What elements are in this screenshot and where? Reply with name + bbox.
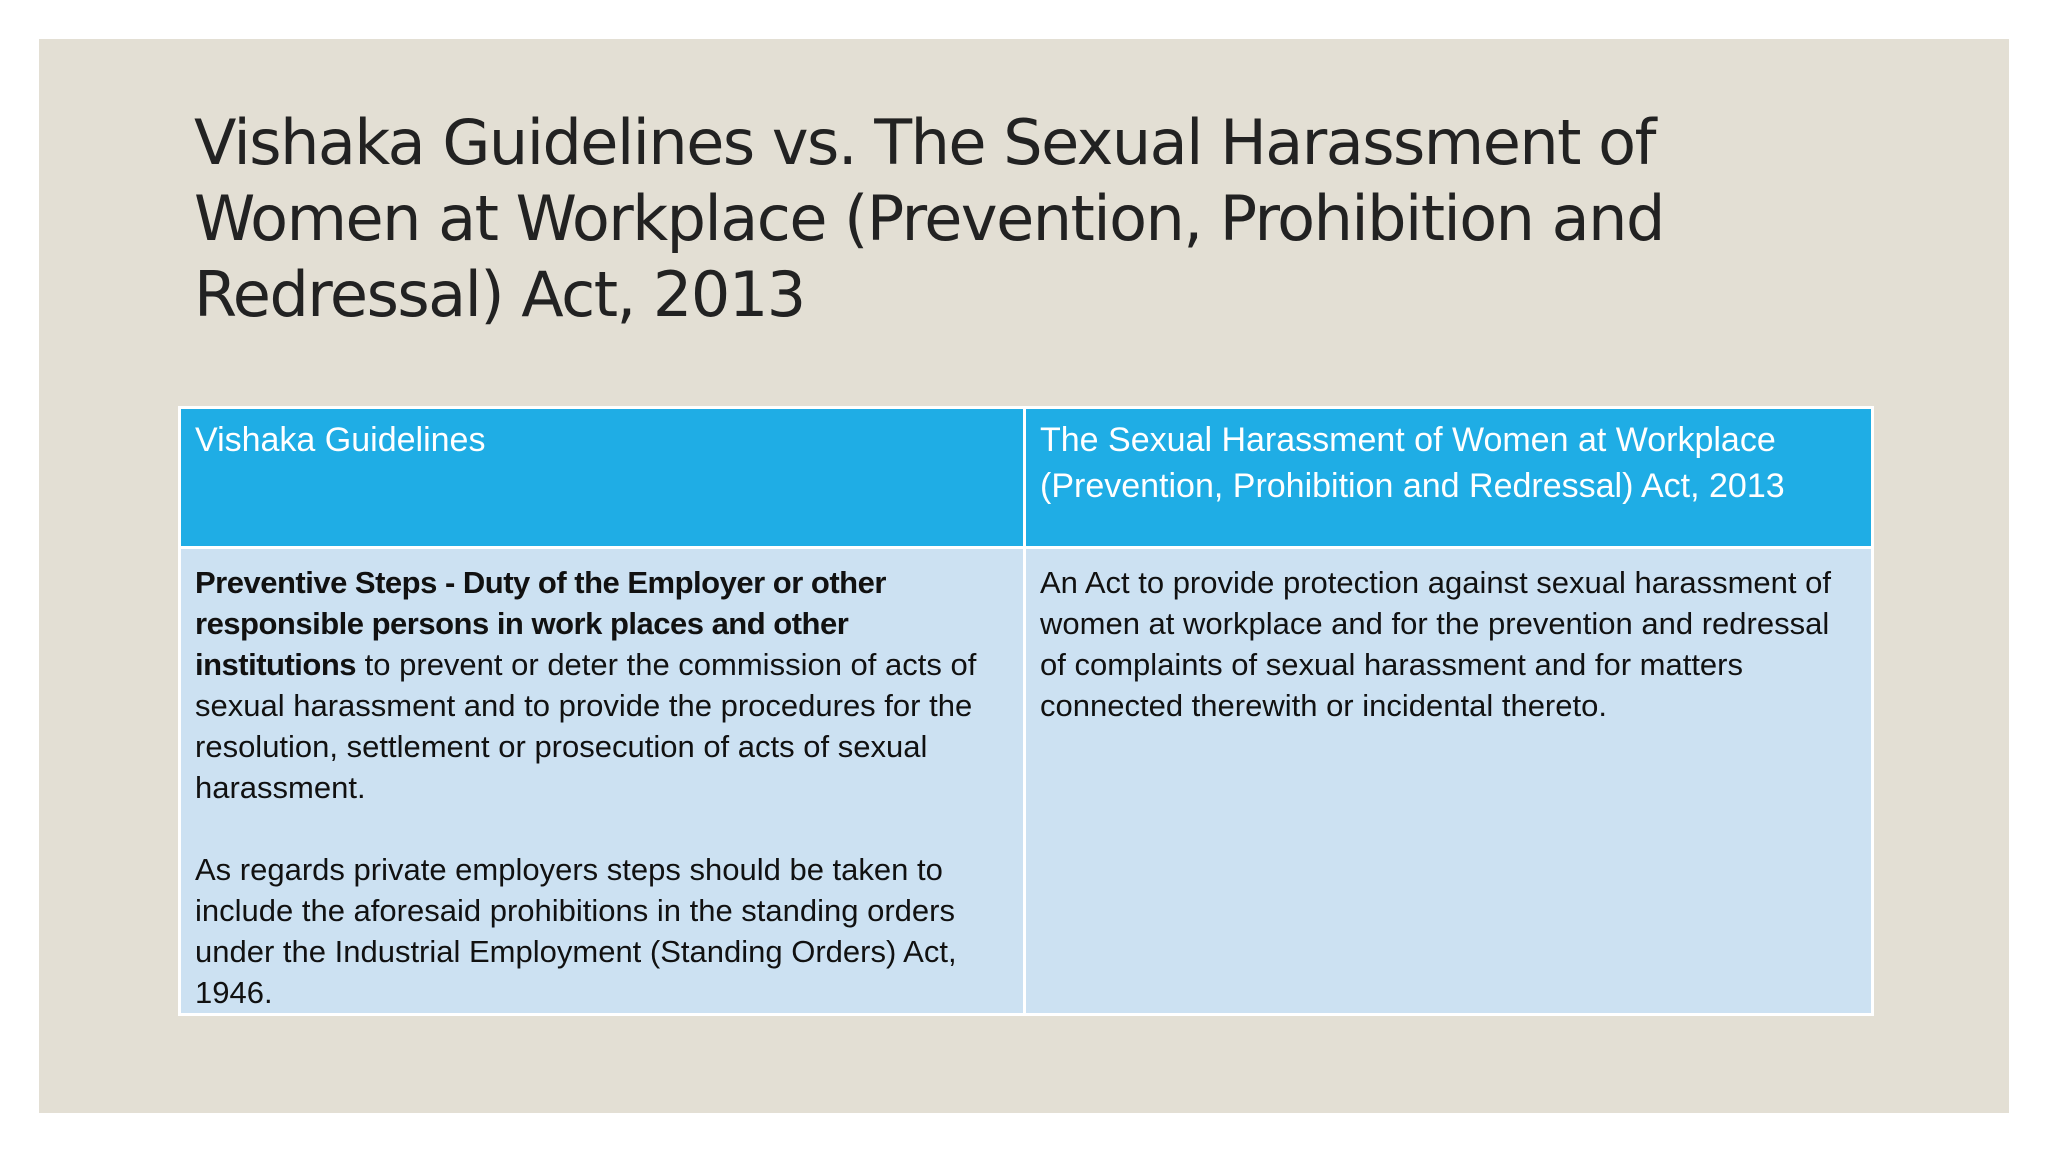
act-description: An Act to provide protection against sexual harassment of women at workplace and for the prevention and redressal of complaints of sexual harassment and for matters connected therewith or incidental thereto. bbox=[1040, 565, 1831, 723]
header-vishaka-guidelines: Vishaka Guidelines bbox=[180, 408, 1025, 548]
private-employers-paragraph: As regards private employers steps should be taken to include the aforesaid prohibitions in the standing orders under the Industrial Employment (Standing Orders) Act, 1946. bbox=[195, 852, 957, 1010]
slide bbox=[39, 39, 2009, 1113]
slide-title: Vishaka Guidelines vs. The Sexual Harassment of Women at Workplace (Prevention, Prohibition and Redressal) Act, 2013 bbox=[194, 106, 1664, 331]
cell-vishaka-guidelines bbox=[180, 548, 1025, 1015]
table-row bbox=[180, 548, 1873, 1015]
cell-sexual-harassment-act bbox=[1025, 548, 1873, 1015]
header-sexual-harassment-act: The Sexual Harassment of Women at Workplace (Prevention, Prohibition and Redressal) Act, 2013 bbox=[1025, 408, 1873, 548]
comparison-table bbox=[178, 406, 1874, 1016]
table-header-row bbox=[180, 408, 1873, 548]
preventive-steps-text: to prevent or deter the commission of acts of sexual harassment and to provide the procedures for the resolution, settlement or prosecution of acts of sexual harassment. bbox=[195, 647, 977, 805]
preventive-steps-paragraph bbox=[195, 562, 1009, 808]
preventive-steps-heading: Preventive Steps - Duty of the Employer or other responsible persons in work places and other institutions bbox=[195, 565, 886, 682]
